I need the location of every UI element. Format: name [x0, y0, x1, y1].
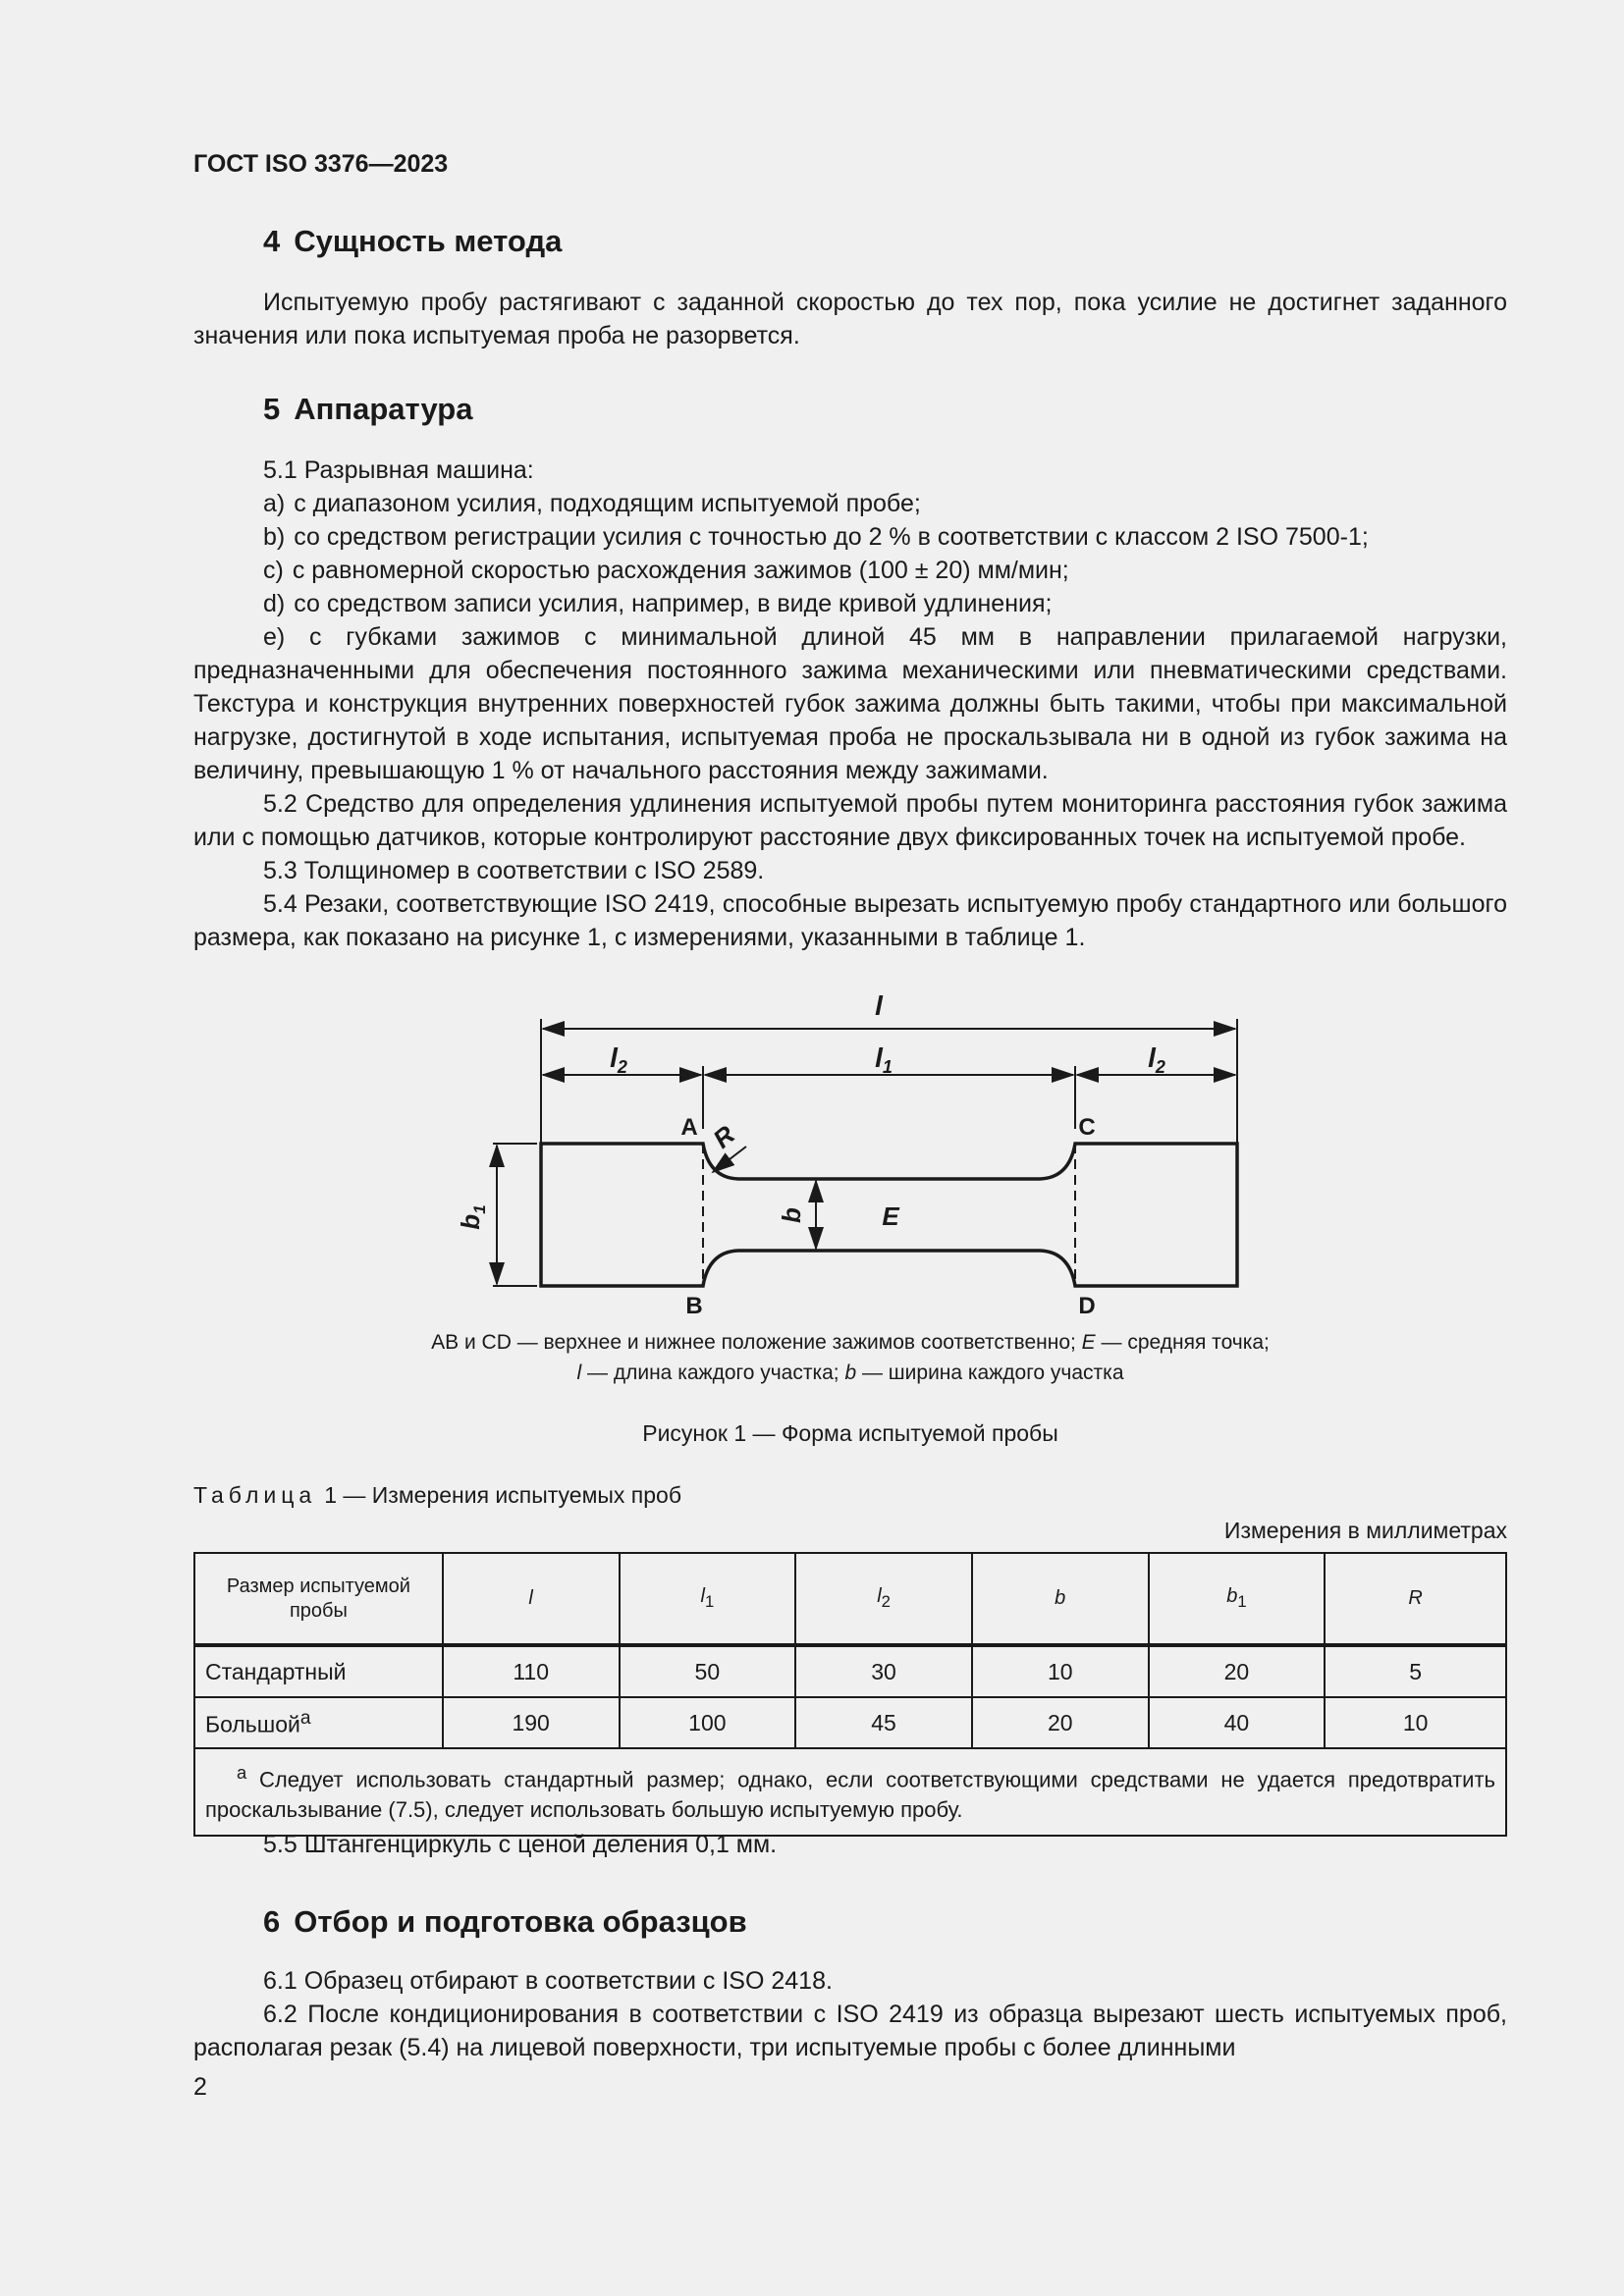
label-R: R [707, 1119, 741, 1154]
figure-caption [193, 1327, 1507, 1388]
label-C: C [1078, 1114, 1096, 1141]
section-title: Аппаратура [294, 392, 473, 426]
header-R: R [1325, 1553, 1506, 1645]
label-b1: $b_1$ [456, 1204, 489, 1230]
table-units: Измерения в миллиметрах [1223, 1518, 1507, 1543]
section-5-heading [263, 392, 472, 427]
document-code: ГОСТ ISO 3376—2023 [193, 150, 449, 178]
clause-5-5-wrap [193, 1828, 1507, 1861]
table-header-row [194, 1553, 1506, 1645]
list-item: d) со средством записи усилия, например, в виде кривой удлинения; [263, 590, 1053, 617]
section-title: Отбор и подготовка образцов [294, 1904, 747, 1939]
label-l2-right: $l_2$ [1148, 1042, 1165, 1077]
label-l: l [875, 990, 883, 1021]
clause-5-4: 5.4 Резаки, соответствующие ISO 2419, способные вырезать испытуемую пробу стандартного или большого размера, как показано на рисунке 1, с измерениями, указанными в таблице 1. [193, 890, 1507, 951]
section-6-heading [263, 1904, 747, 1940]
section-number: 4 [263, 224, 281, 258]
header-b: b [972, 1553, 1149, 1645]
header-l2: $l_2$ [795, 1553, 972, 1645]
list-item: b) со средством регистрации усилия с точностью до 2 % в соответствии с классом 2 ISO 7500-1; [263, 523, 1369, 551]
header-b1: $b_1$ [1149, 1553, 1326, 1645]
section-number: 5 [263, 392, 281, 426]
cell: 5 [1325, 1645, 1506, 1697]
cell: 20 [1149, 1645, 1326, 1697]
cell: 10 [1325, 1697, 1506, 1748]
header-l1: $l_1$ [620, 1553, 796, 1645]
clause-6-1: 6.1 Образец отбирают в соответствии с ISO 2418. [263, 1967, 833, 1995]
list-item: a) с диапазоном усилия, подходящим испытуемой пробе; [263, 490, 921, 517]
section-4-heading [263, 224, 562, 259]
label-A: A [680, 1114, 698, 1141]
section-title: Сущность метода [294, 224, 563, 258]
clause-5-3: 5.3 Толщиномер в соответствии с ISO 2589. [263, 857, 765, 884]
dimensions-table [193, 1552, 1507, 1837]
label-D: D [1078, 1293, 1096, 1319]
page-number: 2 [193, 2073, 207, 2101]
table-row [194, 1645, 1506, 1697]
label-b: b [777, 1207, 806, 1223]
header-size: Размер испытуемой пробы [194, 1553, 443, 1645]
specimen-figure [432, 982, 1296, 1325]
cell: 30 [795, 1645, 972, 1697]
figure-title: Рисунок 1 — Форма испытуемой пробы [642, 1420, 1058, 1446]
clause-6-2: 6.2 После кондиционирования в соответствии с ISO 2419 из образца вырезают шесть испытуемых проб, располагая резак (5.4) на лицевой поверхности, три испытуемые пробы с более длинными [193, 2001, 1507, 2061]
clause-5-2: 5.2 Средство для определения удлинения испытуемой пробы путем мониторинга расстояния губок зажима или с помощью датчиков, которые контролируют расстояние двух фиксированных точек на испытуемой пробе. [193, 790, 1507, 851]
label-B: B [685, 1293, 703, 1319]
cell: 40 [1149, 1697, 1326, 1748]
list-item: c) с равномерной скоростью расхождения зажимов (100 ± 20) мм/мин; [263, 557, 1069, 584]
row-name: Большой$^a$ [194, 1697, 443, 1748]
label-l2-left: $l_2$ [610, 1042, 627, 1077]
table-footnote-row [194, 1748, 1506, 1836]
table-footnote: $^a$ Следует использовать стандартный размер; однако, если соответствующими средствами не удается предотвратить проскальзывание (7.5), следует использовать большую испытуемую пробу. [194, 1748, 1506, 1836]
caption-line-2: l — длина каждого участка; b — ширина каждого участка [576, 1362, 1124, 1384]
section-5-body [193, 454, 1507, 954]
cell: 100 [620, 1697, 796, 1748]
cell: 190 [443, 1697, 620, 1748]
section-4-body [193, 286, 1507, 352]
section-6-body [193, 1964, 1507, 2064]
label-E: E [882, 1201, 899, 1231]
clause-5-5: 5.5 Штангенциркуль с ценой деления 0,1 мм. [263, 1831, 778, 1858]
table-title: Таблица 1 — Измерения испытуемых проб [193, 1482, 682, 1508]
paragraph: Испытуемую пробу растягивают с заданной скоростью до тех пор, пока усилие не достигнет заданного значения или пока испытуемая проба не разорвется. [193, 289, 1507, 349]
table-row [194, 1697, 1506, 1748]
row-name: Стандартный [194, 1645, 443, 1697]
section-number: 6 [263, 1904, 281, 1939]
cell: 50 [620, 1645, 796, 1697]
clause-5-1: 5.1 Разрывная машина: [263, 456, 534, 484]
header-l: l [443, 1553, 620, 1645]
cell: 20 [972, 1697, 1149, 1748]
cell: 45 [795, 1697, 972, 1748]
cell: 10 [972, 1645, 1149, 1697]
caption-line-1: AB и CD — верхнее и нижнее положение зажимов соответственно; E — средняя точка; [431, 1331, 1270, 1354]
list-item-e: e) с губками зажимов с минимальной длиной 45 мм в направлении прилагаемой нагрузки, предназначенными для обеспечения постоянного зажима механическими или пневматическими средствами. Текстура и конструкция внутренних поверхностей губок зажима должны быть такими, чтобы при максимальной нагрузке, достигнутой в ходе испытания, испытуемая проба не проскальзывала ни в одной из губок зажима на величину, превышающую 1 % от начального расстояния между зажимами. [193, 623, 1507, 784]
label-l1: $l_1$ [875, 1042, 893, 1077]
cell: 110 [443, 1645, 620, 1697]
